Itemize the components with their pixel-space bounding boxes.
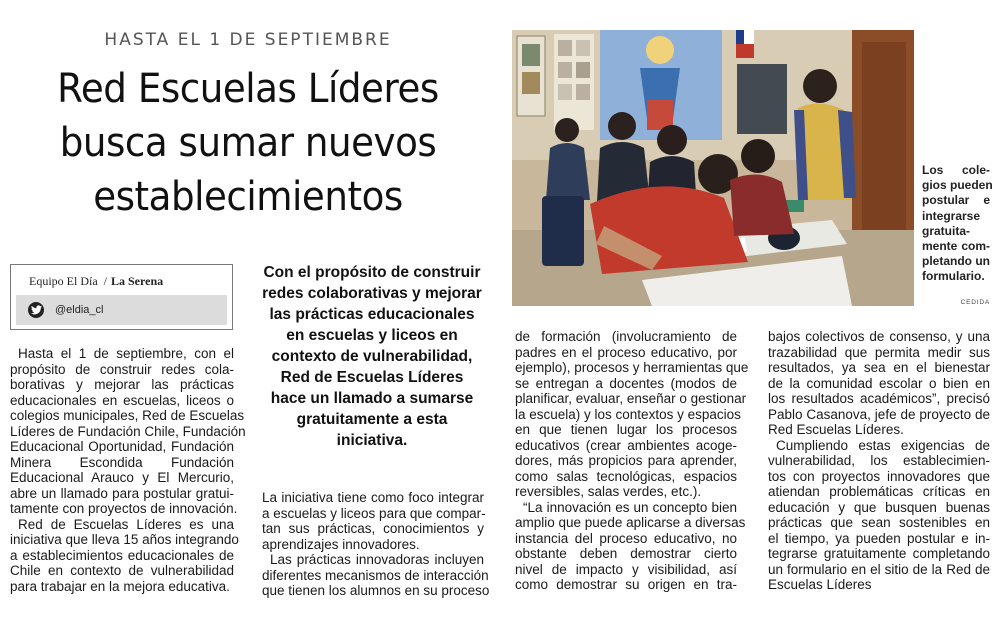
lead-line: contexto de vulnerabilidad, — [271, 348, 473, 365]
body-line: reversibles, salas verdes, etc.). — [515, 484, 702, 499]
caption-line: pletando un — [922, 254, 990, 269]
lead-line: iniciativa. — [336, 432, 408, 449]
caption-line: Los cole- — [922, 163, 990, 177]
photo-caption — [922, 163, 993, 285]
lead-line: las prácticas educacionales — [269, 306, 475, 323]
body-line: Chile en contexto de vulnerabilidad — [10, 563, 234, 578]
body-line: ejemplo), procesos y herramientas que — [515, 360, 749, 375]
body-line: borativas y mejorar las prácticas — [10, 377, 234, 392]
article-photo — [512, 30, 914, 306]
body-line: un formulario en el sitio de la Red de — [768, 561, 990, 577]
headline-line: Red Escuelas Líderes — [57, 66, 439, 112]
body-line: vulnerabilidad, los establecimien- — [768, 453, 990, 468]
classroom-photo-illustration — [512, 30, 914, 306]
body-line: colegios municipales, Red de Escuelas — [10, 408, 245, 423]
headline-line: busca sumar nuevos — [59, 120, 437, 166]
body-line: la escuela) y los contextos y espacios — [515, 406, 741, 422]
body-line: Educacional Oportunidad, Fundación — [10, 439, 234, 454]
body-line: “La innovación es un concepto bien — [523, 499, 737, 515]
caption-line: mente com- — [922, 239, 990, 254]
body-line: los resultados académicos”, precisó — [768, 391, 990, 406]
body-line: para trabajar en la mejora educativa. — [10, 578, 230, 594]
twitter-icon[interactable] — [28, 302, 44, 318]
body-line: Hasta el 1 de septiembre, con el — [18, 346, 234, 361]
body-line: La iniciativa tiene como foco integrar — [262, 490, 484, 505]
body-line: obstante deben demostrar cierto — [515, 546, 737, 561]
body-line: iniciativa que lleva 15 años integrando — [10, 532, 239, 547]
body-line: diferentes mecanismos de interacción — [262, 567, 489, 583]
article-headline — [43, 62, 452, 224]
body-line: Escuelas Líderes — [768, 577, 872, 592]
caption-line: gios pueden — [922, 178, 993, 193]
caption-line: postular e — [922, 193, 990, 208]
body-line: Líderes de Fundación Chile, Fundación — [10, 423, 246, 439]
body-line: de formación (involucramiento de — [515, 329, 737, 344]
body-line: Red de Escuelas Líderes es una — [18, 516, 234, 532]
body-column-2 — [262, 490, 490, 599]
social-bar — [16, 295, 227, 325]
lead-line: Con el propósito de construir — [263, 264, 481, 281]
body-line: propósito de construir redes cola- — [10, 361, 234, 377]
body-line: Cumpliendo estas exigencias de — [776, 437, 990, 453]
lead-line: gratuitamente a esta — [296, 411, 448, 428]
lead-line: en escuelas y liceos en — [286, 327, 458, 344]
body-line: amplio que puede aplicarse a diversas — [515, 515, 746, 530]
body-line: tos con proyectos innovadores que — [768, 468, 990, 484]
body-line: tegrarse gratuitamente completando — [768, 546, 990, 561]
body-line: Las prácticas innovadoras incluyen — [270, 552, 484, 567]
body-line: tamente con proyectos de innovación. — [10, 501, 238, 516]
body-line: planificar, evaluar, enseñar o gestionar — [515, 391, 747, 406]
body-line: padres en el proceso educativo, por — [515, 344, 737, 360]
byline-separator: / — [103, 274, 107, 288]
body-line: como demostrar su origen en tra- — [515, 577, 737, 592]
body-line: Minera Escondida Fundación — [10, 454, 234, 470]
body-line: instancia del proceso educativo, no — [515, 530, 737, 546]
photo-credit: CEDIDA — [960, 299, 990, 306]
body-line: se entregan a docentes (modos de — [515, 375, 737, 391]
social-handle[interactable]: @eldia_cl — [55, 304, 104, 316]
caption-line: integrarse — [922, 208, 981, 223]
body-column-3 — [515, 329, 749, 593]
body-line: Pablo Casanova, jefe de proyecto de — [768, 406, 990, 422]
body-line: tan sus prácticas, conocimientos y — [262, 521, 484, 536]
body-line: resultados, ya sea en el bienestar — [768, 360, 990, 375]
body-column-4 — [768, 329, 990, 593]
byline-author: Equipo El Día — [29, 274, 98, 288]
body-line: atiendan problemáticas críticas en — [768, 484, 990, 499]
byline-box — [10, 264, 233, 330]
body-line: de la comunidad escolar o bien en — [768, 375, 990, 391]
body-line: educacionales en escuelas, liceos o — [10, 392, 234, 408]
body-line: abre un llamado para postular gratui- — [10, 485, 234, 501]
caption-line: formulario. — [922, 269, 985, 284]
body-line: aprendizajes innovadores. — [262, 536, 420, 552]
body-line: dores, más propicios para aprender, — [515, 453, 737, 468]
body-line: bajos colectivos de consenso, y una — [768, 329, 990, 344]
body-line: Red Escuelas Líderes. — [768, 422, 904, 437]
body-line: prácticas que sean sostenibles en — [768, 515, 990, 530]
byline — [29, 274, 163, 289]
article-kicker: HASTA EL 1 DE SEPTIEMBRE — [104, 30, 392, 50]
byline-city: La Serena — [111, 274, 164, 288]
body-line: como salas tecnológicas, espacios — [515, 468, 737, 484]
body-line: educación y que busquen buenas — [768, 499, 990, 515]
body-column-1 — [10, 346, 246, 594]
headline-line: establecimientos — [93, 174, 403, 220]
article-lead — [262, 262, 482, 451]
body-line: Educacional Arauco y El Mercurio, — [10, 470, 234, 485]
body-line: el tiempo, ya pueden postular e in- — [768, 530, 990, 546]
body-line: trazabilidad que permita medir sus — [768, 344, 990, 360]
body-line: que tienen los alumnos en su proceso — [262, 583, 490, 598]
caption-line: gratuita- — [922, 223, 970, 238]
lead-line: redes colaborativas y mejorar — [262, 285, 482, 302]
body-line: nivel de impacto y visibilidad, así — [515, 561, 737, 577]
body-line: a establecimientos educacionales de — [10, 547, 234, 563]
body-line: en que tienen lugar los procesos — [515, 422, 737, 437]
body-line: educativos (crear ambientes acoge- — [515, 437, 737, 453]
lead-line: Red de Escuelas Líderes — [280, 369, 464, 386]
body-line: a escuelas y liceos para que compar- — [262, 505, 486, 521]
lead-line: hace un llamado a sumarse — [270, 390, 474, 407]
